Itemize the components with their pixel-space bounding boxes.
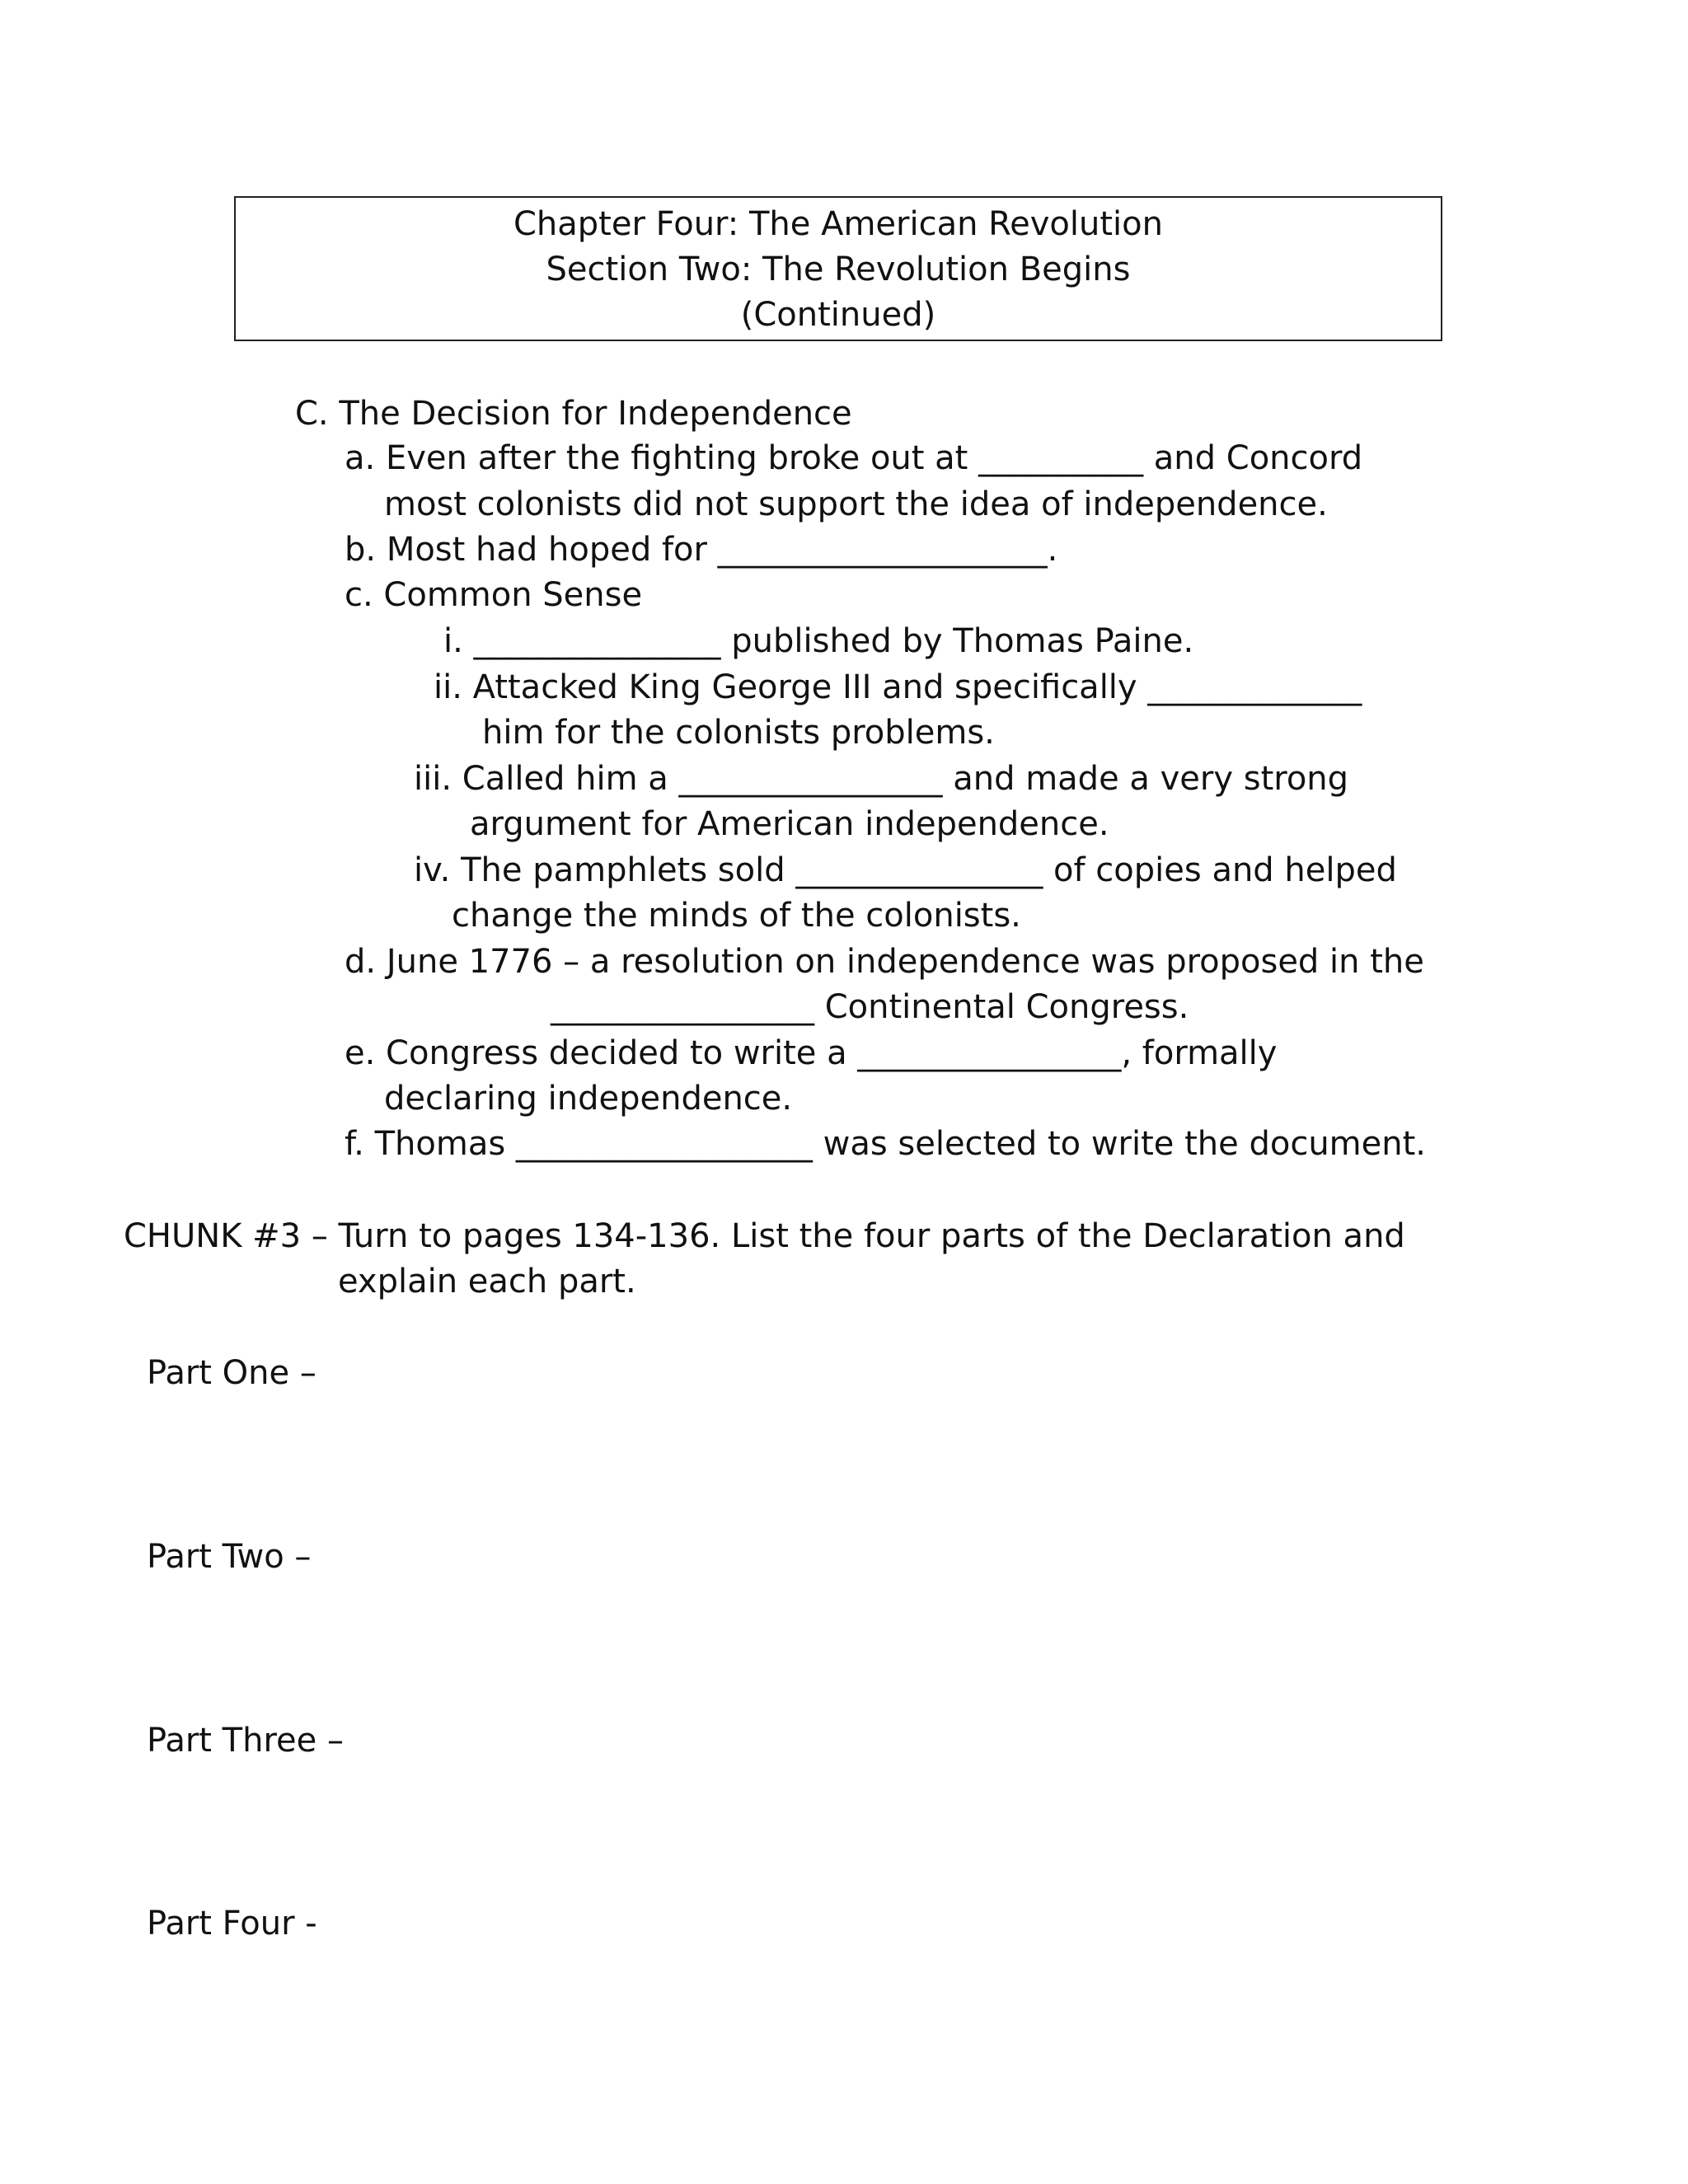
item-c-ii-line2: him for the colonists problems. bbox=[482, 714, 995, 752]
item-c-iii-line2: argument for American independence. bbox=[470, 805, 1109, 843]
chunk-instruction-line2: explain each part. bbox=[338, 1263, 636, 1301]
part-two-label: Part Two – bbox=[147, 1538, 312, 1576]
item-f: f. Thomas __________________ was selected to write the document. bbox=[345, 1125, 1426, 1163]
item-c: c. Common Sense bbox=[345, 576, 643, 614]
chapter-title-box bbox=[234, 196, 1442, 341]
item-d-line2: ________________ Continental Congress. bbox=[551, 988, 1189, 1026]
part-one-label: Part One – bbox=[147, 1354, 316, 1392]
item-e-line1: e. Congress decided to write a ________________, formally bbox=[345, 1034, 1278, 1072]
item-c-iv-line1: iv. The pamphlets sold _______________ of copies and helped bbox=[414, 851, 1397, 889]
item-c-iii-line1: iii. Called him a ________________ and made a very strong bbox=[414, 760, 1349, 798]
item-c-iv-line2: change the minds of the colonists. bbox=[452, 897, 1021, 935]
item-a-line2: most colonists did not support the idea of independence. bbox=[384, 485, 1328, 523]
item-c-ii-line1: ii. Attacked King George III and specifically _____________ bbox=[434, 668, 1362, 706]
outline-heading: C. The Decision for Independence bbox=[295, 395, 852, 433]
item-d-line1: d. June 1776 – a resolution on independence was proposed in the bbox=[345, 943, 1424, 981]
item-e-line2: declaring independence. bbox=[384, 1080, 793, 1118]
item-a-line1: a. Even after the fighting broke out at __________ and Concord bbox=[345, 439, 1363, 477]
section-title: Section Two: The Revolution Begins bbox=[546, 251, 1131, 288]
item-c-i: i. _______________ published by Thomas Paine. bbox=[443, 622, 1194, 660]
chunk-instruction-line1: CHUNK #3 – Turn to pages 134-136. List the four parts of the Declaration and bbox=[124, 1217, 1405, 1255]
part-three-label: Part Three – bbox=[147, 1722, 344, 1760]
part-four-label: Part Four - bbox=[147, 1905, 317, 1943]
chapter-title: Chapter Four: The American Revolution bbox=[513, 205, 1163, 243]
continued-label: (Continued) bbox=[740, 296, 936, 334]
item-b: b. Most had hoped for ____________________. bbox=[345, 531, 1058, 569]
